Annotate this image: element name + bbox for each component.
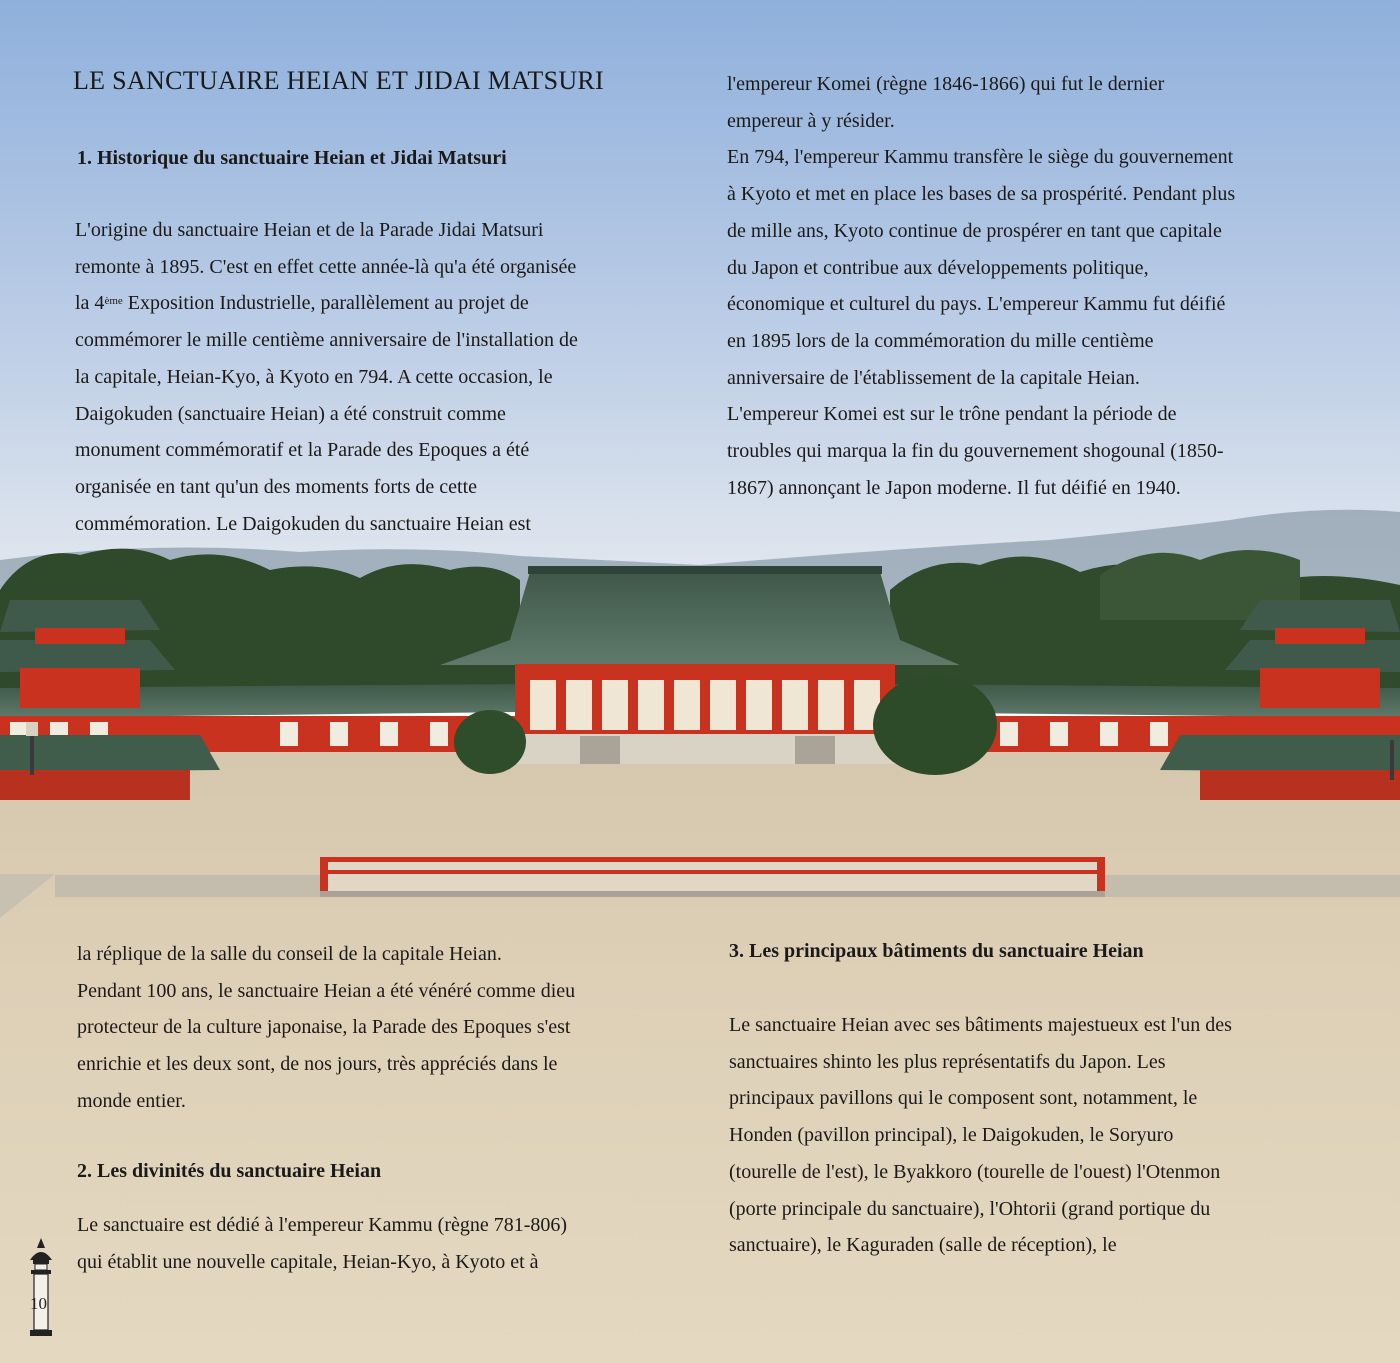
- text-line: protecteur de la culture japonaise, la Parade des Epoques s'est: [77, 1016, 571, 1039]
- text-line: de mille ans, Kyoto continue de prospérer en tant que capitale: [727, 219, 1222, 242]
- text-line: commémorer le mille centième anniversaire de l'installation de: [75, 329, 578, 352]
- text-fragment: Exposition Industrielle, parallèlement au projet de: [127, 292, 529, 315]
- text-line: L'empereur Komei est sur le trône pendant la période de: [727, 403, 1177, 426]
- ordinal-superscript: ème: [104, 295, 123, 308]
- section1-text-col1: [75, 212, 578, 542]
- text-line: En 794, l'empereur Kammu transfère le siège du gouvernement: [727, 146, 1234, 169]
- section2-text: [77, 1207, 567, 1280]
- text-line: sanctuaire), le Kaguraden (salle de réception), le: [729, 1234, 1117, 1257]
- text-line: commémoration. Le Daigokuden du sanctuaire Heian est: [75, 512, 531, 535]
- ordinal-prefix: la 4: [75, 292, 105, 315]
- text-line: l'empereur Komei (règne 1846-1866) qui fut le dernier: [727, 73, 1165, 95]
- text-line: (tourelle de l'est), le Byakkoro (tourelle de l'ouest) l'Otenmon: [729, 1160, 1221, 1183]
- text-line: du Japon et contribue aux développements politique,: [727, 256, 1149, 279]
- section1-heading: 1. Historique du sanctuaire Heian et Jidai Matsuri: [77, 147, 507, 169]
- section2-text-col2: [727, 66, 1235, 506]
- text-line: monument commémoratif et la Parade des Epoques a été: [75, 439, 530, 462]
- section3-heading: 3. Les principaux bâtiments du sanctuaire Heian: [729, 940, 1144, 962]
- text-line: Pendant 100 ans, le sanctuaire Heian a été vénéré comme dieu: [77, 979, 576, 1002]
- text-line: principaux pavillons qui le composent sont, notamment, le: [729, 1087, 1198, 1110]
- section2-heading: 2. Les divinités du sanctuaire Heian: [77, 1160, 382, 1182]
- text-line: troubles qui marqua la fin du gouvernement shogounal (1850-: [727, 440, 1224, 463]
- text-line: Honden (pavillon principal), le Daigokuden, le Soryuro: [729, 1124, 1174, 1147]
- text-line: Le sanctuaire est dédié à l'empereur Kammu (règne 781-806): [77, 1214, 568, 1236]
- lantern-page-marker-icon: [26, 1238, 56, 1338]
- text-line: Le sanctuaire Heian avec ses bâtiments majestueux est l'un des: [729, 1014, 1232, 1036]
- text-line: monde entier.: [77, 1089, 186, 1112]
- text-line: (porte principale du sanctuaire), l'Ohtorii (grand portique du: [729, 1197, 1211, 1220]
- text-line: qui établit une nouvelle capitale, Heian-Kyo, à Kyoto et à: [77, 1250, 539, 1273]
- section3-text: [729, 1007, 1232, 1264]
- text-line: empereur à y résider.: [727, 109, 895, 132]
- text-line: 1867) annonçant le Japon moderne. Il fut déifié en 1940.: [727, 476, 1181, 499]
- text-line: la réplique de la salle du conseil de la capitale Heian.: [77, 943, 502, 965]
- page-title: LE SANCTUAIRE HEIAN ET JIDAI MATSURI: [73, 66, 605, 95]
- text-line: anniversaire de l'établissement de la capitale Heian.: [727, 366, 1140, 389]
- page-number: 10: [30, 1294, 47, 1313]
- text-line: sanctuaires shinto les plus représentatifs du Japon. Les: [729, 1050, 1166, 1073]
- text-line: en 1895 lors de la commémoration du mille centième: [727, 329, 1154, 352]
- text-line: [75, 285, 578, 322]
- section1-text-continued: [77, 936, 575, 1120]
- text-line: L'origine du sanctuaire Heian et de la Parade Jidai Matsuri: [75, 219, 544, 241]
- text-line: à Kyoto et met en place les bases de sa prospérité. Pendant plus: [727, 183, 1236, 206]
- text-line: remonte à 1895. C'est en effet cette année-là qu'a été organisée: [75, 255, 577, 278]
- text-line: la capitale, Heian-Kyo, à Kyoto en 794. A cette occasion, le: [75, 365, 553, 388]
- text-line: Daigokuden (sanctuaire Heian) a été construit comme: [75, 402, 506, 425]
- text-line: économique et culturel du pays. L'empereur Kammu fut déifié: [727, 293, 1226, 316]
- text-line: organisée en tant qu'un des moments forts de cette: [75, 475, 478, 498]
- text-line: enrichie et les deux sont, de nos jours, très appréciés dans le: [77, 1053, 558, 1076]
